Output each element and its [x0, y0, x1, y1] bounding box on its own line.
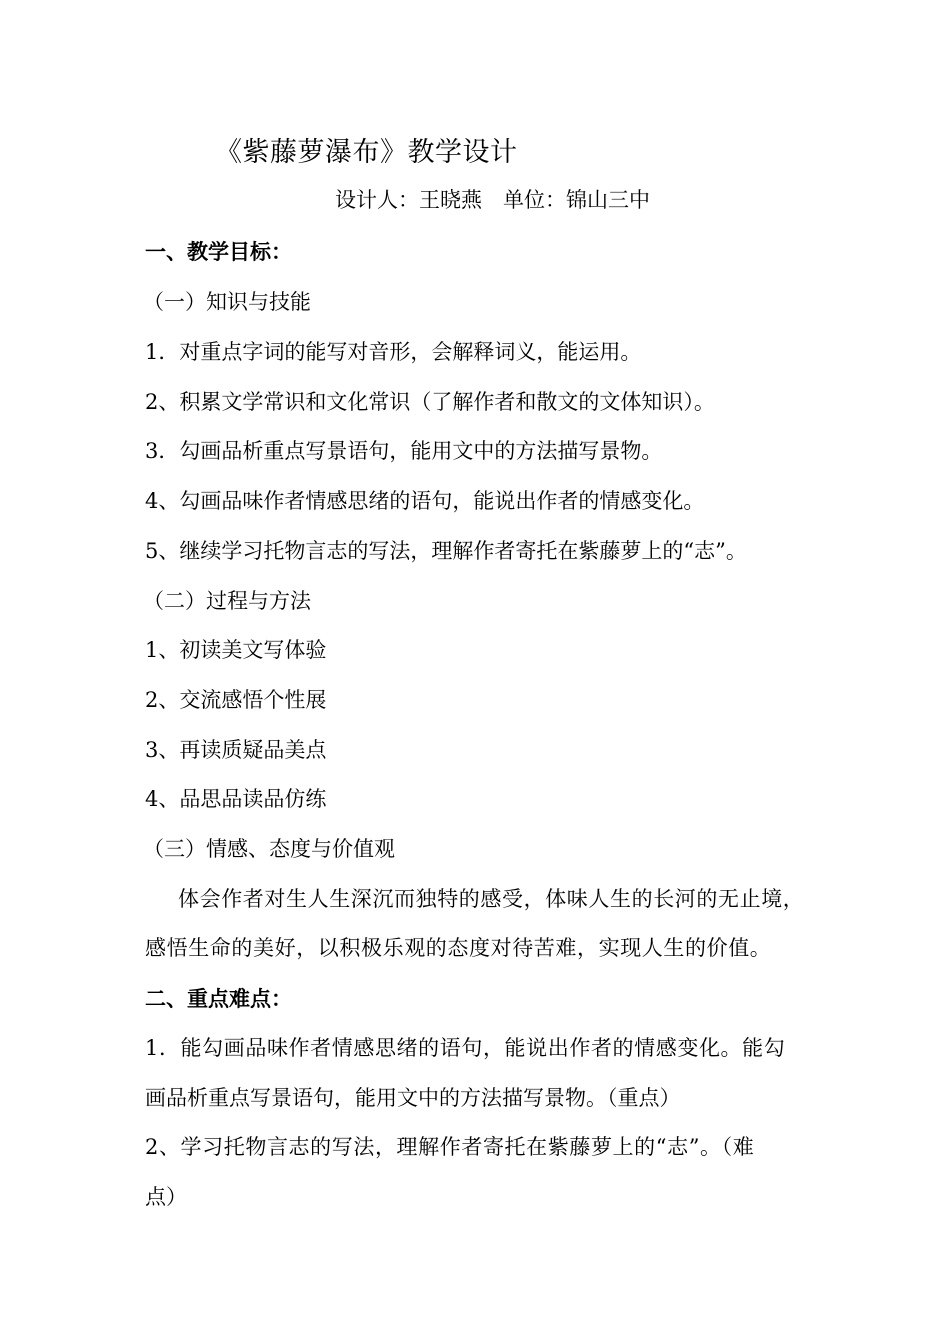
- list-item: 5、继续学习托物言志的写法，理解作者寄托在紫藤萝上的“志”。: [145, 539, 747, 563]
- list-item: 1、初读美文写体验: [145, 638, 327, 662]
- list-item: 4、品思品读品仿练: [145, 787, 327, 811]
- list-item-continuation: 点）: [145, 1185, 187, 1209]
- paragraph-line: 体会作者对生人生深沉而独特的感受，体味人生的长河的无止境，: [178, 887, 805, 911]
- list-item: 3、再读质疑品美点: [145, 738, 327, 762]
- section-heading-objectives: 一、教学目标：: [145, 239, 292, 264]
- document-title: 《紫藤萝瀑布》教学设计: [215, 137, 518, 168]
- section-heading-key-points: 二、重点难点：: [145, 986, 292, 1011]
- paragraph-line: 感悟生命的美好，以积极乐观的态度对待苦难，实现人生的价值。: [145, 936, 772, 960]
- list-item: 2、学习托物言志的写法，理解作者寄托在紫藤萝上的“志”。（难: [145, 1135, 755, 1159]
- subsection-heading-process: （二）过程与方法: [143, 589, 311, 613]
- list-item: 2、积累文学常识和文化常识（了解作者和散文的文体知识）。: [145, 390, 715, 414]
- document-byline: 设计人：王晓燕 单位：锦山三中: [335, 188, 650, 212]
- subsection-heading-values: （三）情感、态度与价值观: [143, 837, 395, 861]
- list-item: 2、交流感悟个性展: [145, 688, 327, 712]
- subsection-heading-knowledge: （一）知识与技能: [143, 290, 311, 314]
- list-item: 4、勾画品味作者情感思绪的语句，能说出作者的情感变化。: [145, 489, 705, 513]
- list-item: 3．勾画品析重点写景语句，能用文中的方法描写景物。: [145, 439, 663, 463]
- list-item: 1．对重点字词的能写对音形，会解释词义，能运用。: [145, 340, 642, 364]
- list-item-continuation: 画品析重点写景语句，能用文中的方法描写景物。（重点）: [145, 1086, 681, 1110]
- list-item: 1．能勾画品味作者情感思绪的语句，能说出作者的情感变化。能勾: [145, 1036, 786, 1060]
